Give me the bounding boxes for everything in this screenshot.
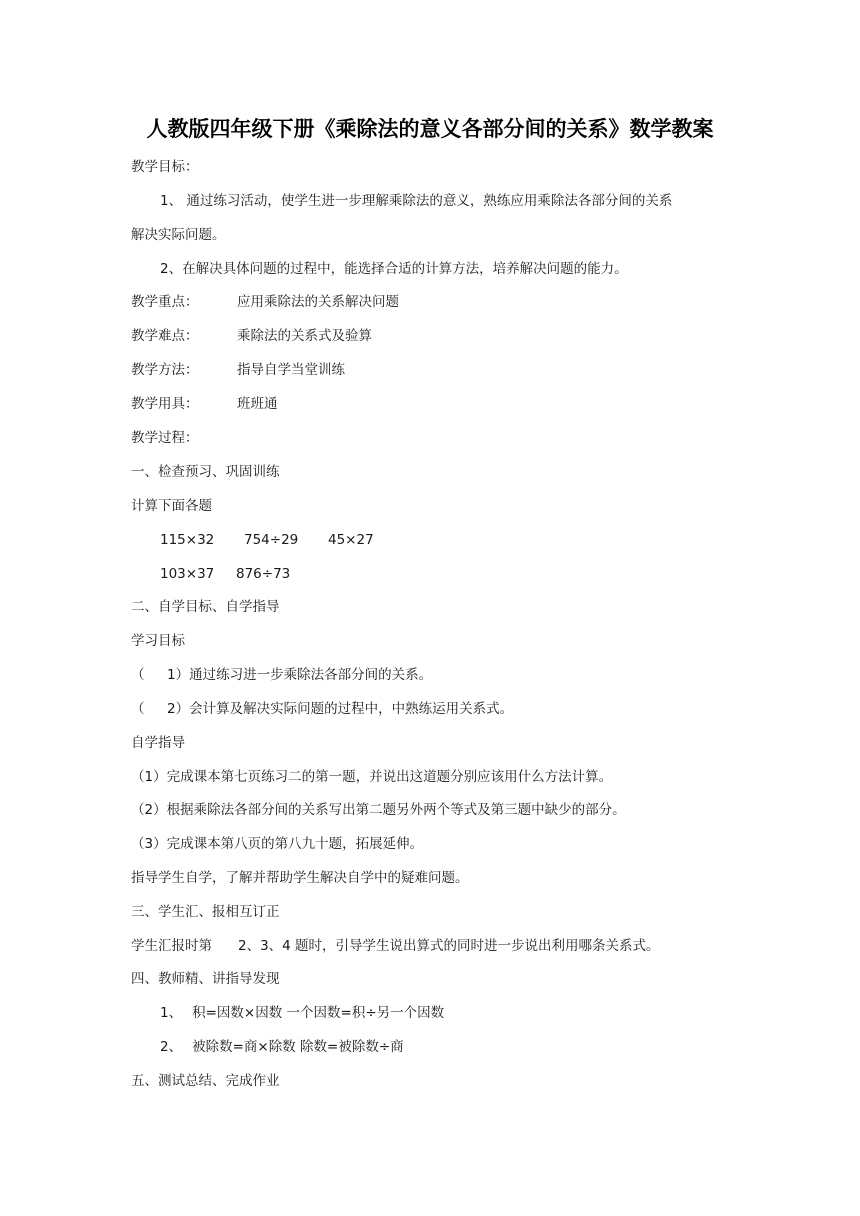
difficult-point-row: [131, 326, 372, 346]
learning-goal-1: [131, 665, 432, 685]
guide-item-1: （1）完成课本第七页练习二的第一题，并说出这道题分别应该用什么方法计算。: [131, 769, 613, 785]
key-point-value: 应用乘除法的关系解决问题: [237, 294, 399, 310]
goal-1-line-2: 解决实际问题。: [131, 227, 226, 243]
process-heading: 教学过程：: [131, 430, 199, 446]
difficult-point-label: 教学难点：: [131, 328, 199, 344]
document-title: 人教版四年级下册《乘除法的意义各部分间的关系》数学教案: [146, 117, 714, 141]
calc-heading: 计算下面各题: [131, 498, 212, 514]
report-text-b: 2、3、4 题时，引导学生说出算式的同时进一步说出利用哪条关系式。: [238, 938, 660, 954]
rule-1-text: 积=因数×因数 一个因数=积÷另一个因数: [192, 1005, 445, 1021]
learning-goal-2: [131, 699, 513, 719]
paren-open: （: [131, 701, 145, 717]
method-row: [131, 360, 345, 380]
tools-value: 班班通: [237, 396, 278, 412]
section-2-heading: 二、自学目标、自学指导: [131, 599, 280, 615]
guide-heading: 自学指导: [131, 735, 185, 751]
report-line: [131, 936, 660, 956]
learning-goal-2-text: 2）会计算及解决实际问题的过程中，中熟练运用关系式。: [167, 701, 514, 717]
key-point-label: 教学重点：: [131, 294, 199, 310]
section-3-heading: 三、学生汇、报相互订正: [131, 904, 280, 920]
calc-item: 45×27: [328, 532, 374, 548]
tools-row: [131, 394, 278, 414]
calc-item: 103×37: [160, 566, 215, 582]
report-text-a: 学生汇报时第: [131, 938, 212, 954]
rule-2-text: 被除数=商×除数 除数=被除数÷商: [192, 1039, 404, 1055]
goal-2: 2、在解决具体问题的过程中，能选择合适的计算方法，培养解决问题的能力。: [160, 261, 628, 277]
tools-label: 教学用具：: [131, 396, 199, 412]
guide-item-3: （3）完成课本第八页的第八九十题，拓展延伸。: [131, 836, 424, 852]
rule-2-num: 2、: [160, 1039, 183, 1055]
paren-open: （: [131, 667, 145, 683]
key-point-row: [131, 292, 399, 312]
rule-2: [160, 1037, 404, 1057]
rule-1: [160, 1003, 444, 1023]
section-5-heading: 五、测试总结、完成作业: [131, 1073, 280, 1089]
calc-item: 115×32: [160, 532, 215, 548]
method-label: 教学方法：: [131, 362, 199, 378]
guide-note: 指导学生自学，了解并帮助学生解决自学中的疑难问题。: [131, 870, 469, 886]
calc-row-1: [160, 530, 374, 550]
calc-row-2: [160, 564, 290, 584]
difficult-point-value: 乘除法的关系式及验算: [237, 328, 372, 344]
learning-goal-1-text: 1）通过练习进一步乘除法各部分间的关系。: [167, 667, 433, 683]
learning-goals-heading: 学习目标: [131, 633, 185, 649]
calc-item: 754÷29: [244, 532, 299, 548]
method-value: 指导自学当堂训练: [237, 362, 345, 378]
section-1-heading: 一、检查预习、巩固训练: [131, 464, 280, 480]
goal-1-line-1: 1、 通过练习活动，使学生进一步理解乘除法的意义，熟练应用乘除法各部分间的关系: [160, 193, 673, 209]
section-4-heading: 四、教师精、讲指导发现: [131, 971, 280, 987]
calc-item: 876÷73: [236, 566, 291, 582]
goals-heading: 教学目标：: [131, 159, 199, 175]
guide-item-2: （2）根据乘除法各部分间的关系写出第二题另外两个等式及第三题中缺少的部分。: [131, 802, 626, 818]
rule-1-num: 1、: [160, 1005, 183, 1021]
